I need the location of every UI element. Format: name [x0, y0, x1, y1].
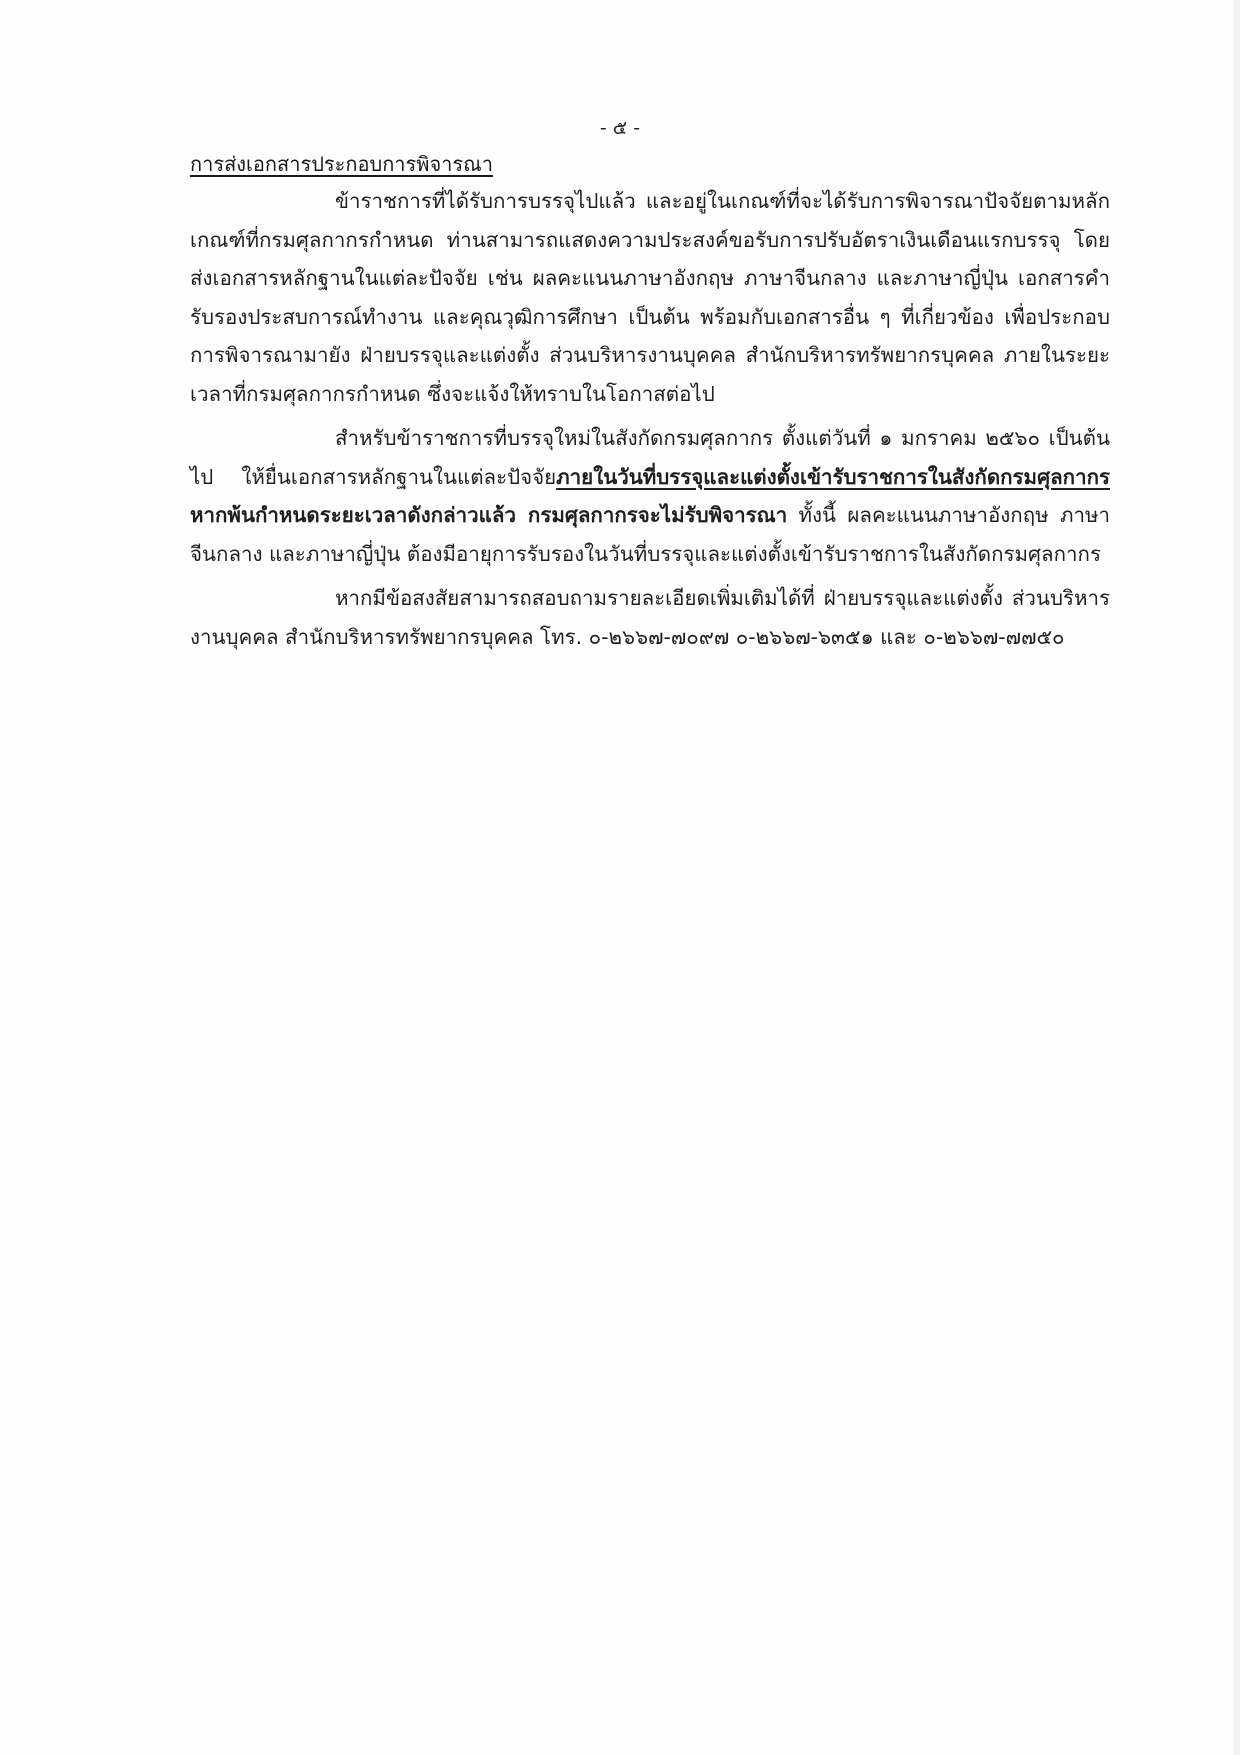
- document-body: [190, 150, 1110, 662]
- page-number: - ๕ -: [599, 117, 641, 139]
- paragraph-new-officials: [190, 419, 1110, 573]
- paragraph-new-officials-intro: สำหรับข้าราชการที่บรรจุใหม่ในสังกัดกรมศุลกากร ตั้งแต่วันที่ ๑ มกราคม ๒๕๖๐ เป็นต้นไป ให้ยื่นเอกสารหลักฐานในแต่ละปัจจัย: [190, 426, 1110, 489]
- paragraph-contact: หากมีข้อสงสัยสามารถสอบถามรายละเอียดเพิ่มเติมได้ที่ ฝ่ายบรรจุและแต่งตั้ง ส่วนบริหารงานบุคคล สำนักบริหารทรัพยากรบุคคล โทร. ๐-๒๖๖๗-๗๐๙๗ ๐-๒๖๖๗-๖๓๕๑ และ ๐-๒๖๖๗-๗๗๕๐: [190, 586, 1110, 649]
- paragraph-new-officials-rest: ทั้งนี้ ผลคะแนนภาษาอังกฤษ ภาษาจีนกลาง และภาษาญี่ปุ่น ต้องมีอายุการรับรองในวันที่บรรจุและแต่งตั้งเข้ารับราชการในสังกัดกรมศุลกากร: [190, 503, 1110, 566]
- deadline-emphasis: ภายในวันที่บรรจุและแต่งตั้งเข้ารับราชการในสังกัดกรมศุลกากร: [556, 464, 1110, 489]
- paragraph-submission: ข้าราชการที่ได้รับการบรรจุไปแล้ว และอยู่ในเกณฑ์ที่จะได้รับการพิจารณาปัจจัยตามหลักเกณฑ์ที่กรมศุลกากรกำหนด ท่านสามารถแสดงความประสงค์ขอรับการปรับอัตราเงินเดือนแรกบรรจุ โดยส่งเอกสารหลักฐานในแต่ละปัจจัย เช่น ผลคะแนนภาษาอังกฤษ ภาษาจีนกลาง และภาษาญี่ปุ่น เอกสารคำรับรองประสบการณ์ทำงาน และคุณวุฒิการศึกษา เป็นต้น พร้อมกับเอกสารอื่น ๆ ที่เกี่ยวข้อง เพื่อประกอบการพิจารณามายัง ฝ่ายบรรจุและแต่งตั้ง ส่วนบริหารงานบุคคล สำนักบริหารทรัพยากรบุคคล ภายในระยะเวลาที่กรมศุลกากรกำหนด ซึ่งจะแจ้งให้ทราบในโอกาสต่อไป: [190, 189, 1110, 406]
- deadline-warning: หากพ้นกำหนดระยะเวลาดังกล่าวแล้ว กรมศุลกากรจะไม่รับพิจารณา: [190, 503, 788, 527]
- page-edge: [1234, 0, 1240, 1755]
- section-heading: การส่งเอกสารประกอบการพิจารณา: [190, 152, 493, 176]
